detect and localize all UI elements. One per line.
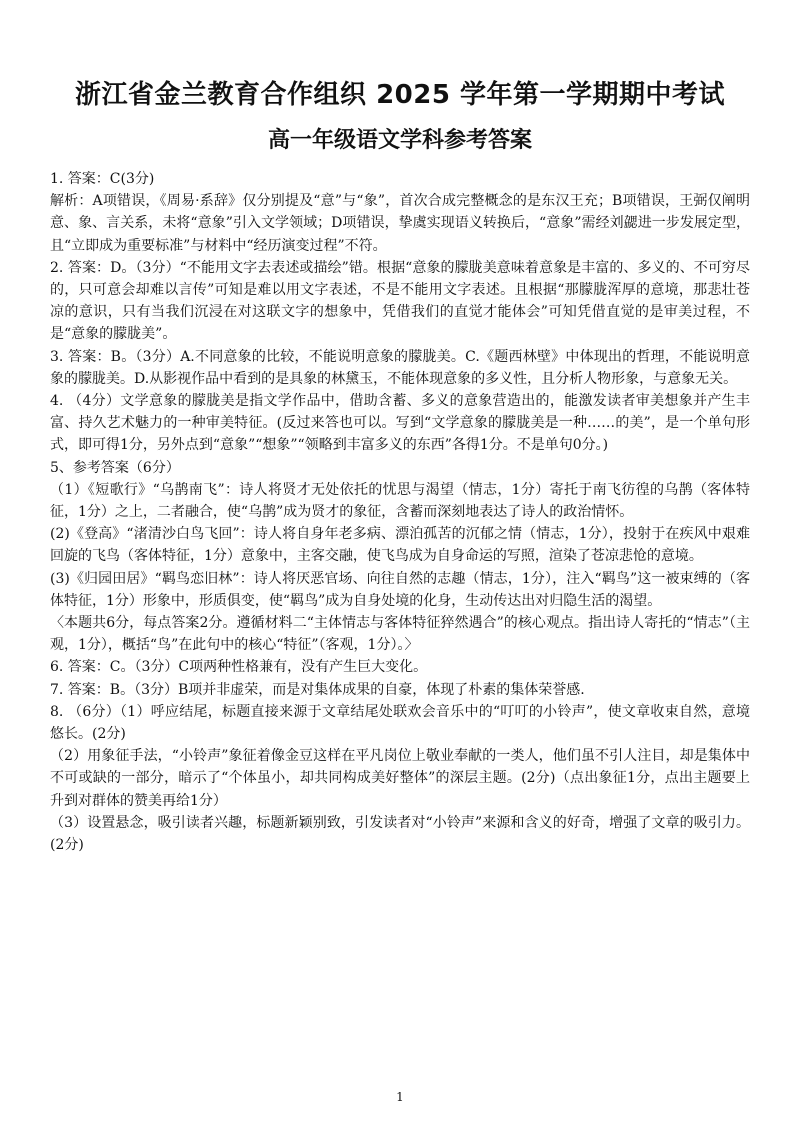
answer-5-part-2: (2)《登高》“渚清沙白鸟飞回”：诗人将自身年老多病、漂泊孤苦的沉郁之情（情志，1分），投射于在疾风中艰难回旋的飞鸟（客体特征，1分）意象中，主客交融，使飞鸟成为自身命运的写照，渲染了苍凉悲怆的意境。 [50, 526, 750, 565]
answer-8-part-3: （3）设置悬念，吸引读者兴趣，标题新颖别致，引发读者对“小铃声”来源和含义的好奇，增强了文章的吸引力。(2分) [50, 814, 750, 854]
answer-5-part-1: （1）《短歌行》“乌鹊南飞”：诗人将贤才无处依托的忧思与渴望（情志，1分）寄托于南飞彷徨的乌鹊（客体特征，1分）之上，二者融合，使“乌鹊”成为贤才的象征，含蓄而深刻地表达了诗人的政治情怀。 [50, 481, 750, 521]
answer-5-heading: 5、参考答案（6分） [50, 459, 180, 476]
document-title: 浙江省金兰教育合作组织 2025 学年第一学期期中考试 [75, 80, 725, 110]
answer-6: 6. 答案：C。（3分）C项两种性格兼有，没有产生巨大变化。 [50, 659, 428, 676]
answer-1-analysis: 解析：A项错误，《周易·系辞》仅分别提及“意”与“象”，首次合成完整概念的是东汉王充；B项错误，王弼仅阐明意、象、言关系，未将“意象”引入文学领域；D项错误，挚虞实现语义转换后，“意象”需经刘勰进一步发展定型，且“立即成为重要标准”与材料中“经历演变过程”不符。 [50, 193, 750, 254]
answer-4: 4. （4分）文学意象的朦胧美是指文学作品中，借助含蓄、多义的意象营造出的，能激发读者审美想象并产生丰富、持久艺术魅力的一种审美特征。(反过来答也可以。写到“文学意象的朦胧美是一种……的美”，是一个单句形式，即可得1分，另外点到“意象”“想象”“领略到丰富多义的东西”各得1分。不是单句0分。) [50, 393, 750, 454]
answer-2: 2. 答案：D。（3分）“不能用文字去表述或描绘”错。根据“意象的朦胧美意味着意象是丰富的、多义的、不可穷尽的，只可意会却难以言传”可知是难以用文字表述，不是不能用文字表述。且根据“那朦胧浑厚的意境，那悲壮苍凉的意识，只有当我们沉浸在对这联文字的想象中，凭借我们的直觉才能体会”可知凭借直觉的是审美过程，不是“意象的朦胧美”。 [50, 259, 750, 343]
answer-3: 3. 答案：B。（3分）A.不同意象的比较，不能说明意象的朦胧美。C.《题西林壁》中体现出的哲理，不能说明意象的朦胧美。D.从影视作品中看到的是具象的林黛玉，不能体现意象的多义性，且分析人物形象，与意象无关。 [50, 348, 750, 387]
page-number: 1 [396, 1090, 404, 1104]
document-subtitle: 高一年级语文学科参考答案 [267, 128, 532, 153]
answer-8-part-2: （2）用象征手法，“小铃声”象征着像金豆这样在平凡岗位上敬业奉献的一类人，他们虽不引人注目，却是集体中不可或缺的一部分，暗示了“个体虽小，却共同构成美好整体”的深层主题。(2分)（点出象征1分，点出主题要上升到对群体的赞美再给1分） [50, 748, 750, 809]
answer-5-part-3: (3)《归园田居》“羁鸟恋旧林”：诗人将厌恶官场、向往自然的志趣（情志，1分），注入“羁鸟”这一被束缚的（客体特征，1分）形象中，形质俱变，使“羁鸟”成为自身处境的化身，生动传达出对归隐生活的渴望。 [50, 570, 750, 609]
answer-5-note: 〈本题共6分，每点答案2分。遵循材料二“主体情志与客体特征猝然遇合”的核心观点。指出诗人寄托的“情志”（主观，1分），概括“鸟”在此句中的核心“特征”（客观，1分）。〉 [50, 615, 750, 654]
answer-7: 7. 答案：B。（3分）B项并非虚荣，而是对集体成果的自豪，体现了朴素的集体荣誉感. [50, 681, 585, 698]
answer-1: 1. 答案：C(3分) [50, 171, 155, 187]
answer-8-part-1: 8. （6分）（1）呼应结尾，标题直接来源于文章结尾处联欢会音乐中的“叮叮的小铃声”，使文章收束自然，意境悠长。(2分) [50, 703, 750, 743]
